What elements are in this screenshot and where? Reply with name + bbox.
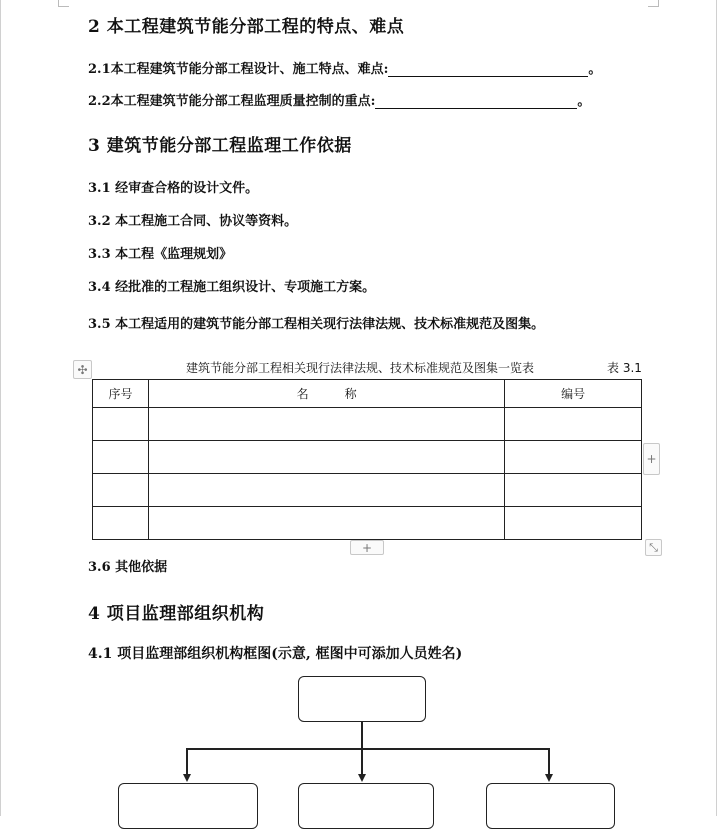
table-cell[interactable]	[505, 507, 642, 540]
table-cell[interactable]	[93, 507, 149, 540]
table-header-row	[93, 380, 642, 408]
section-2-2-text: 2.2本工程建筑节能分部工程监理质量控制的重点:	[88, 94, 376, 109]
table-resize-icon[interactable]: ⤡	[645, 539, 662, 556]
table-cell[interactable]	[148, 408, 504, 441]
arrow-down-icon	[183, 774, 191, 782]
table-row	[93, 441, 642, 474]
org-chart-child-box[interactable]	[486, 783, 615, 829]
org-chart-connector	[361, 721, 363, 749]
table-cell[interactable]	[505, 474, 642, 507]
fill-blank-line[interactable]	[388, 62, 588, 77]
org-chart-connector	[186, 748, 188, 774]
section-2-2	[88, 90, 590, 109]
table-cell[interactable]	[505, 441, 642, 474]
table-cell[interactable]	[93, 408, 149, 441]
add-row-icon[interactable]: +	[350, 540, 384, 555]
org-chart-connector	[186, 748, 550, 750]
org-chart-child-box[interactable]	[298, 783, 434, 829]
add-column-icon[interactable]: +	[643, 443, 660, 475]
section-2-title: 2 本工程建筑节能分部工程的特点、难点	[88, 17, 405, 37]
section-3-4: 3.4 经批准的工程施工组织设计、专项施工方案。	[88, 280, 376, 295]
table-caption: 建筑节能分部工程相关现行法律法规、技术标准规范及图集一览表	[186, 361, 535, 375]
section-2-1	[88, 58, 601, 77]
header-name: 名 称	[148, 380, 504, 408]
section-3-6: 3.6 其他依据	[88, 560, 168, 575]
section-3-3: 3.3 本工程《监理规划》	[88, 247, 233, 262]
section-3-5: 3.5 本工程适用的建筑节能分部工程相关现行法律法规、技术标准规范及图集。	[88, 317, 545, 332]
header-code: 编号	[505, 380, 642, 408]
margin-corner-mark	[648, 0, 659, 7]
table-cell[interactable]	[93, 474, 149, 507]
table-cell[interactable]	[148, 441, 504, 474]
table-row	[93, 408, 642, 441]
arrow-down-icon	[545, 774, 553, 782]
fill-blank-line[interactable]	[375, 94, 577, 109]
section-4-1: 4.1 项目监理部组织机构框图(示意, 框图中可添加人员姓名)	[88, 646, 463, 662]
section-3-title: 3 建筑节能分部工程监理工作依据	[88, 136, 352, 156]
table-cell[interactable]	[148, 474, 504, 507]
period: 。	[577, 94, 591, 109]
table-cell[interactable]	[148, 507, 504, 540]
table-cell[interactable]	[93, 441, 149, 474]
margin-corner-mark	[58, 0, 69, 7]
org-chart-connector	[361, 748, 363, 774]
section-2-1-text: 2.1本工程建筑节能分部工程设计、施工特点、难点:	[88, 62, 389, 77]
header-index: 序号	[93, 380, 149, 408]
regulations-table	[92, 379, 642, 540]
section-3-1: 3.1 经审查合格的设计文件。	[88, 181, 259, 196]
table-cell[interactable]	[505, 408, 642, 441]
page-edge-left	[0, 0, 1, 816]
org-chart-child-box[interactable]	[118, 783, 258, 829]
table-row	[93, 474, 642, 507]
table-move-handle-icon[interactable]: ✣	[73, 360, 92, 379]
period: 。	[588, 62, 602, 77]
section-3-2: 3.2 本工程施工合同、协议等资料。	[88, 214, 298, 229]
section-4-title: 4 项目监理部组织机构	[88, 604, 265, 624]
org-chart-connector	[548, 748, 550, 774]
table-number: 表 3.1	[607, 361, 642, 375]
org-chart-top-box[interactable]	[298, 676, 426, 722]
arrow-down-icon	[358, 774, 366, 782]
table-row	[93, 507, 642, 540]
